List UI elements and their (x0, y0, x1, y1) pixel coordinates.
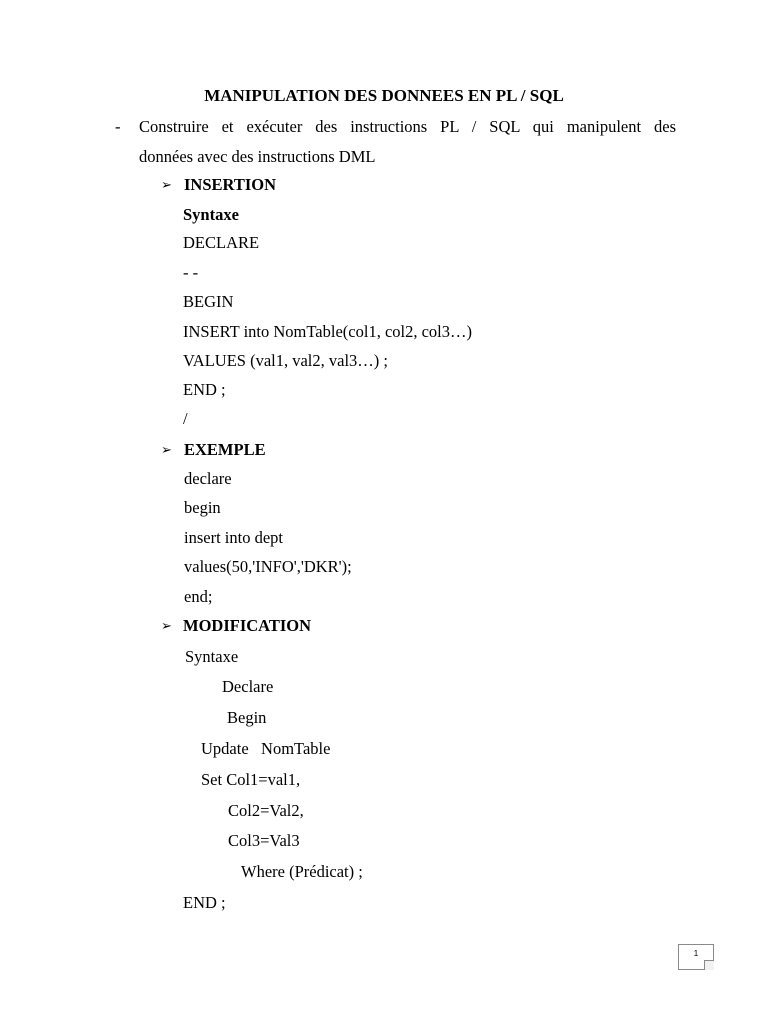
exemple-code-line: values(50,'INFO','DKR'); (184, 557, 352, 576)
page-title: MANIPULATION DES DONNEES EN PL / SQL (204, 86, 564, 105)
arrow-bullet-icon: ➢ (161, 177, 172, 192)
modification-code-line: END ; (183, 893, 226, 912)
exemple-code-line: insert into dept (184, 528, 283, 547)
modification-code-line: Begin (227, 708, 267, 727)
modification-code-line: Set Col1=val1, (201, 770, 301, 789)
modification-code-line: Where (Prédicat) ; (241, 862, 363, 881)
exemple-code-line: declare (184, 469, 232, 488)
page-number: 1 (693, 949, 699, 958)
insertion-code-line: - - (183, 263, 199, 282)
modification-code-line: Col2=Val2, (228, 801, 304, 820)
exemple-code-line: begin (184, 498, 221, 517)
modification-code-line: Update NomTable (201, 739, 331, 758)
modification-syntax-label: Syntaxe (185, 647, 239, 666)
insertion-syntax-label: Syntaxe (183, 205, 239, 224)
arrow-bullet-icon: ➢ (161, 618, 172, 633)
page-fold-icon (704, 960, 714, 970)
arrow-bullet-icon: ➢ (161, 442, 172, 457)
exemple-code-line: end; (184, 587, 213, 606)
insertion-code-line: / (183, 409, 188, 428)
modification-code-line: Declare (222, 677, 274, 696)
insertion-heading: INSERTION (184, 175, 277, 194)
intro-bullet: - (115, 117, 121, 136)
modification-heading: MODIFICATION (183, 616, 312, 635)
insertion-code-line: BEGIN (183, 292, 234, 311)
insertion-code-line: END ; (183, 380, 226, 399)
insertion-code-line: INSERT into NomTable(col1, col2, col3…) (183, 322, 472, 341)
intro-line-1: Construire et exécuter des instructions PL / SQL qui manipulent des (139, 117, 676, 136)
insertion-code-line: VALUES (val1, val2, val3…) ; (183, 351, 389, 370)
modification-code-line: Col3=Val3 (228, 831, 300, 850)
insertion-code-line: DECLARE (183, 233, 260, 252)
exemple-heading: EXEMPLE (184, 440, 266, 459)
intro-line-2: données avec des instructions DML (139, 147, 376, 166)
